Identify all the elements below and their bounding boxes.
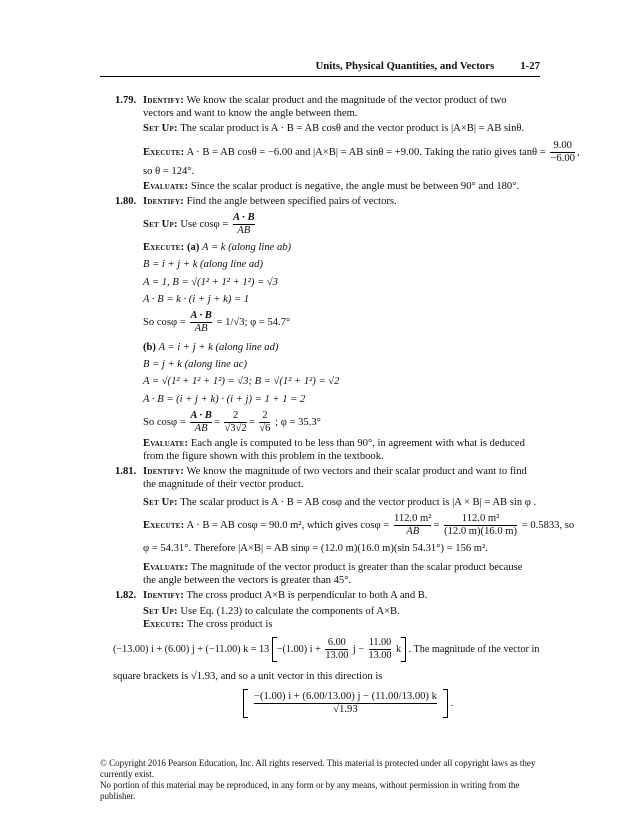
page-number: 1-27 (520, 60, 540, 72)
solutions-content (0, 94, 638, 718)
frac-denominator: AB (394, 525, 432, 538)
frac-numerator: 6.00 (327, 637, 346, 649)
part-b-line3: A = √(1² + 1² + 1²) = √3; B = √(1² + 1²) = √2 (143, 376, 340, 388)
execute-label: Execute: (143, 519, 185, 531)
setup-text: Use Eq. (1.23) to calculate the components of A×B. (180, 605, 400, 617)
part-b-line1 (143, 341, 538, 354)
identify-line (143, 195, 538, 208)
result-text: ; φ = 35.3° (275, 416, 321, 428)
evaluate-line (143, 180, 538, 193)
part-b-line2: B = j + k (along line ac) (143, 359, 248, 371)
chapter-title: Units, Physical Quantities, and Vectors (315, 60, 495, 72)
part-b-label: (b) (143, 342, 156, 354)
cross-product-line (113, 637, 538, 662)
setup-label: Set Up: (143, 123, 178, 135)
setup-numerator: A · B (233, 212, 255, 224)
identify-text: The cross product A×B is perpendicular to both A and B. (186, 590, 428, 602)
part-a-label: (a) (187, 242, 200, 254)
identify-text: Find the angle between specified pairs of vectors. (186, 196, 397, 208)
problem-1-79 (115, 94, 580, 193)
frac-numerator: A · B (190, 310, 212, 322)
copyright-line-1: © Copyright 2016 Pearson Education, Inc. All rights reserved. This material is protected under all copyright laws as they currently exist. (100, 758, 536, 779)
part-a-line2: B = i + j + k (along line ad) (143, 259, 264, 271)
setup-line (143, 212, 538, 237)
setup-line (143, 605, 538, 618)
problem-number: 1.79. (115, 95, 137, 106)
unit-vector-bracket (243, 689, 448, 718)
unit-vector-line (243, 689, 538, 718)
problem-number: 1.80. (115, 196, 137, 208)
execute-text: A · B = AB cosφ = 90.0 m², which gives cosφ = (186, 519, 390, 531)
execute-text: A · B = AB cosθ = −6.00 and |A×B| = AB sinθ = +9.00. Taking the ratio gives tanθ = (186, 146, 546, 158)
cross-product-left: (−13.00) i + (6.00) j + (−11.00) k = 13 (113, 643, 270, 655)
evaluate-line (143, 437, 538, 463)
unit-vector-numerator: −(1.00) i + (6.00/13.00) j − (11.00/13.00) k (254, 691, 437, 703)
bracket-fraction-2 (369, 637, 392, 662)
problem-1-82 (113, 589, 540, 718)
bracket-fraction-1 (325, 637, 348, 662)
bracket-part-1: −(1.00) i + (276, 643, 321, 655)
cos-fraction (190, 310, 212, 335)
execute-label: Execute: (143, 146, 185, 158)
fraction-3 (259, 410, 270, 435)
result-text: = 1/√3; φ = 54.7° (216, 316, 291, 328)
frac-numerator: 2 (262, 409, 268, 421)
frac-denominator: (12.0 m)(16.0 m) (444, 525, 518, 537)
evaluate-label: Evaluate: (143, 180, 189, 192)
cos-fraction (190, 410, 212, 435)
execute-label: Execute: (143, 242, 185, 254)
problem-1-81 (115, 465, 575, 587)
frac-denominator: √6 (259, 422, 271, 434)
setup-text: The scalar product is A · B = AB cosθ and the vector product is |A×B| = AB sinθ. (180, 123, 525, 135)
execute-label: Execute: (143, 618, 185, 630)
frac-denominator: AB (190, 422, 212, 435)
ratio-denominator: −6.00 (550, 152, 575, 164)
execute-line-2: φ = 54.31°. Therefore |A×B| = AB sinφ = (12.0 m)(16.0 m)(sin 54.31°) = 156 m². (143, 542, 488, 554)
evaluate-label: Evaluate: (143, 562, 189, 574)
square-bracket-line: square brackets is √1.93, and so a unit vector in this direction is (113, 671, 383, 683)
part-b-result: So cosφ = $\frac{A \cdot B}{AB}$ = $\frac{2}{√3√2}$ = $\frac{2}{√6}$ ; φ = 35.3° (143, 409, 321, 434)
identify-line (143, 94, 538, 120)
frac-numerator: 112.0 m² (393, 512, 432, 524)
setup-line (143, 496, 538, 509)
cross-product-tail: . The magnitude of the vector in (408, 643, 540, 655)
identify-label: Identify: (143, 466, 184, 478)
fraction-2 (224, 410, 246, 435)
evaluate-text: The magnitude of the vector product is greater than the scalar product because the angle between the vectors is greater than 45°. (143, 562, 523, 587)
execute-line (143, 618, 538, 631)
part-a-line1: A = k (along line ab) (202, 242, 292, 254)
evaluate-line (143, 561, 538, 587)
frac-denominator: AB (190, 322, 212, 335)
frac-denominator: 13.00 (325, 650, 349, 662)
setup-line (143, 122, 538, 135)
identify-text: We know the magnitude of two vectors and their scalar product and want to find the magnitude of their vector product. (143, 466, 527, 491)
problem-number: 1.82. (115, 590, 137, 602)
unit-vector-denominator: √1.93 (254, 703, 437, 716)
evaluate-text: Since the scalar product is negative, the angle must be between 90° and 180°. (190, 180, 520, 192)
cos-fraction-1 (394, 513, 432, 538)
part-a-result (143, 310, 538, 335)
problem-number: 1.81. (115, 466, 137, 478)
ratio-numerator: 9.00 (553, 139, 572, 151)
part-a-line4: A · B = k · (i + j + k) = 1 (143, 293, 250, 305)
bracket-part-3: k (395, 643, 402, 655)
setup-text: The scalar product is A · B = AB cosφ and the vector product is |A × B| = AB sin φ . (180, 496, 537, 508)
setup-fraction (233, 212, 255, 237)
copyright-line-2: No portion of this material may be reproduced, in any form or by any means, without permission in writing from the publisher. (100, 780, 520, 801)
execute-tail: = 0.5833, so (521, 519, 575, 531)
frac-numerator: A · B (190, 409, 212, 421)
tan-ratio (550, 140, 575, 165)
identify-label: Identify: (143, 196, 184, 208)
cos-fraction-2 (444, 513, 517, 538)
copyright-footer (100, 758, 540, 802)
execute-text: The cross product is (186, 618, 273, 630)
execute-line (143, 241, 538, 254)
frac-denominator: 13.00 (368, 650, 392, 662)
problem-1-80 (115, 195, 538, 463)
execute-line: Execute: A · B = AB cosθ = −6.00 and |A×B| = AB sinθ = +9.00. Taking the ratio gives tanθ = $\frac{9.00}{-6.00}$ , (143, 139, 580, 164)
running-header (100, 60, 540, 72)
setup-label: Set Up: (143, 605, 178, 617)
setup-label: Set Up: (143, 496, 178, 508)
part-b-text: A = i + j + k (along line ad) (158, 342, 279, 354)
identify-line (143, 589, 538, 602)
identify-label: Identify: (143, 95, 184, 106)
bracket-expression (272, 637, 406, 662)
frac-numerator: 112.0 m² (461, 512, 500, 524)
frac-numerator: 2 (232, 409, 239, 421)
frac-numerator: 11.00 (368, 637, 392, 649)
unit-vector-fraction (254, 691, 437, 716)
setup-denominator: AB (233, 224, 255, 237)
header-rule (100, 76, 540, 77)
result-line: so θ = 124°. (143, 165, 195, 177)
so-text: So cosφ = (143, 416, 186, 428)
execute-line: Execute: A · B = AB cosφ = 90.0 m², which gives cosφ = $\frac{\text{112.0 m²}}{AB}$ = $\frac{\text{112.0 m²}}{(12.0 m)(16.0 m)}$ = 0.5833, so (143, 512, 575, 537)
identify-text: We know the scalar product and the magnitude of the vector product of two vectors and want to know the angle between them. (143, 95, 507, 120)
setup-label: Set Up: (143, 219, 178, 231)
part-b-line4: A · B = (i + j + k) · (i + j) = 1 + 1 = 2 (143, 393, 306, 405)
evaluate-text: Each angle is computed to be less than 90°, in agreement with what is deduced from the figure shown with this problem in the textbook. (143, 437, 525, 463)
evaluate-label: Evaluate: (143, 437, 189, 449)
part-a-line3: A = 1, B = √(1² + 1² + 1²) = √3 (143, 276, 278, 288)
unit-vector-tail: . (450, 698, 454, 710)
setup-text: Use cosφ = (180, 219, 229, 231)
identify-line (143, 465, 538, 491)
so-text: So cosφ = (143, 316, 186, 328)
identify-label: Identify: (143, 590, 184, 602)
bracket-part-2: j − (352, 643, 364, 655)
frac-denominator: √3√2 (224, 422, 247, 434)
